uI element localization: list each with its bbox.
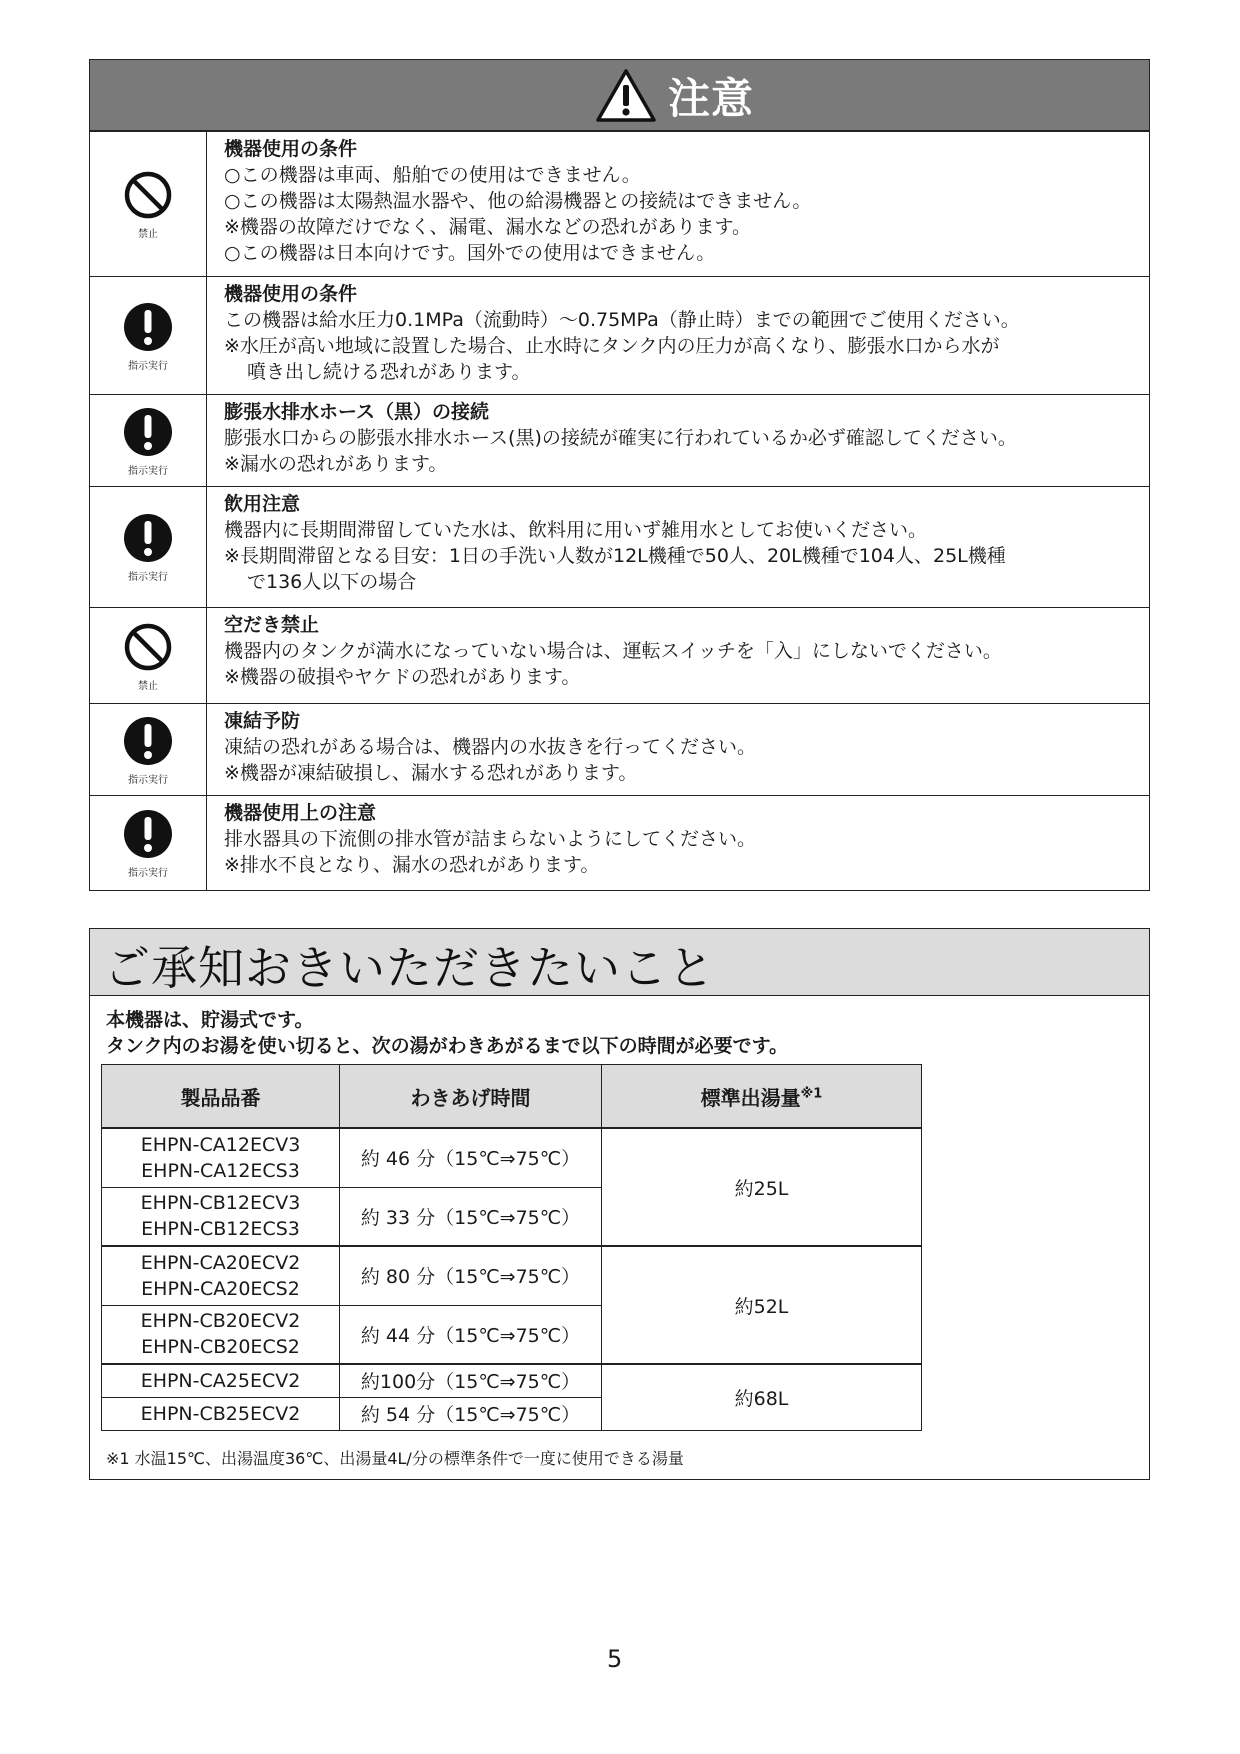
mandatory-action-icon bbox=[121, 300, 175, 354]
model-number: EHPN-CB20ECS2 bbox=[141, 1336, 300, 1359]
caution-title: 注意 bbox=[668, 74, 755, 123]
notice-header bbox=[90, 929, 1149, 996]
caution-header bbox=[90, 60, 1149, 131]
row-text bbox=[207, 487, 1018, 607]
model-cell bbox=[102, 1364, 340, 1397]
row-heading: 機器使用の条件 bbox=[224, 138, 358, 160]
row-line: 凍結の恐れがある場合は、機器内の水抜きを行ってください。 bbox=[224, 736, 757, 758]
row-line: ○この機器は車両、船舶での使用はできません。 bbox=[224, 164, 641, 186]
icon-caption: 指示実行 bbox=[128, 774, 168, 786]
row-line: 排水器具の下流側の排水管が詰まらないようにしてください。 bbox=[224, 828, 757, 850]
caution-row bbox=[90, 276, 1149, 394]
row-heading: 凍結予防 bbox=[224, 710, 301, 732]
prohibition-icon bbox=[121, 168, 175, 222]
row-heading: 機器使用上の注意 bbox=[224, 802, 377, 824]
row-line: 機器内に長期間滞留していた水は、飲料用に用いず雑用水としてお使いください。 bbox=[224, 519, 928, 541]
model-number: EHPN-CB25ECV2 bbox=[140, 1402, 301, 1425]
caution-row bbox=[90, 131, 1149, 276]
row-heading: 膨張水排水ホース（黒）の接続 bbox=[224, 401, 490, 423]
page-number: 5 bbox=[607, 1645, 623, 1673]
time-cell: 約 80 分（15℃⇒75℃） bbox=[340, 1246, 602, 1305]
icon-caption: 禁止 bbox=[138, 680, 158, 692]
row-line: ※漏水の恐れがあります。 bbox=[224, 453, 448, 475]
model-number: EHPN-CA25ECV2 bbox=[140, 1369, 301, 1392]
icon-caption: 指示実行 bbox=[128, 465, 168, 477]
model-cell bbox=[102, 1305, 340, 1364]
notice-title: ご承知おきいただきたいこと bbox=[104, 941, 715, 995]
row-line: で136人以下の場合 bbox=[247, 571, 417, 593]
model-number: EHPN-CB20ECV2 bbox=[140, 1310, 301, 1333]
time-cell: 約 33 分（15℃⇒75℃） bbox=[340, 1187, 602, 1246]
volume-cell: 約52L bbox=[602, 1246, 922, 1364]
row-line: 膨張水口からの膨張水排水ホース(黒)の接続が確実に行われているか必ず確認してください。 bbox=[224, 427, 1017, 449]
icon-cell bbox=[90, 608, 207, 703]
mandatory-action-icon bbox=[121, 405, 175, 459]
icon-cell bbox=[90, 796, 207, 890]
prohibition-icon bbox=[121, 620, 175, 674]
icon-caption: 指示実行 bbox=[128, 572, 168, 583]
row-text bbox=[207, 608, 1014, 703]
row-line: ※水圧が高い地域に設置した場合、止水時にタンク内の圧力が高くなり、膨張水口から水が bbox=[224, 335, 1000, 357]
time-cell: 約 54 分（15℃⇒75℃） bbox=[340, 1397, 602, 1430]
model-number: EHPN-CA20ECS2 bbox=[141, 1277, 300, 1300]
mandatory-action-icon bbox=[121, 511, 175, 565]
row-line: この機器は給水圧力0.1MPa（流動時）～0.75MPa（静止時）までの範囲でご使用ください。 bbox=[224, 309, 1020, 331]
icon-cell bbox=[90, 277, 207, 394]
intro-line: タンク内のお湯を使い切ると、次の湯がわきあがるまで以下の時間が必要です。 bbox=[106, 1035, 789, 1057]
row-text bbox=[207, 277, 1032, 394]
model-cell bbox=[102, 1246, 340, 1305]
model-number: EHPN-CB12ECV3 bbox=[140, 1192, 301, 1215]
model-number: EHPN-CA12ECV3 bbox=[140, 1133, 301, 1156]
row-line: 機器内のタンクが満水になっていない場合は、運転スイッチを「入」にしないでください。 bbox=[224, 640, 1002, 662]
row-heading: 機器使用の条件 bbox=[224, 283, 358, 305]
icon-caption: 指示実行 bbox=[128, 868, 168, 879]
row-text bbox=[207, 132, 823, 276]
caution-row bbox=[90, 795, 1149, 890]
model-cell bbox=[102, 1128, 340, 1187]
notice-box bbox=[89, 928, 1150, 1480]
table-row bbox=[102, 1128, 922, 1187]
volume-cell: 約25L bbox=[602, 1128, 922, 1246]
footnote: ※1 水温15℃、出湯温度36℃、出湯量4L/分の標準条件で一度に使用できる湯量 bbox=[106, 1449, 684, 1468]
icon-caption: 指示実行 bbox=[128, 360, 168, 372]
volume-cell: 約68L bbox=[602, 1364, 922, 1430]
table-row bbox=[102, 1364, 922, 1397]
mandatory-action-icon bbox=[121, 807, 175, 861]
row-text bbox=[207, 796, 768, 890]
model-cell bbox=[102, 1397, 340, 1430]
time-cell: 約 44 分（15℃⇒75℃） bbox=[340, 1305, 602, 1364]
icon-cell bbox=[90, 487, 207, 607]
model-number: EHPN-CA12ECS3 bbox=[141, 1159, 300, 1182]
heating-time-table bbox=[101, 1064, 922, 1431]
row-heading: 空だき禁止 bbox=[224, 614, 320, 636]
icon-caption: 禁止 bbox=[138, 229, 158, 240]
caution-row bbox=[90, 607, 1149, 703]
header-note: ※1 bbox=[800, 1085, 823, 1101]
icon-cell bbox=[90, 704, 207, 795]
header-volume-label: 標準出湯量 bbox=[700, 1085, 801, 1110]
header-time: わきあげ時間 bbox=[340, 1065, 602, 1129]
row-line: 噴き出し続ける恐れがあります。 bbox=[247, 361, 531, 383]
warning-triangle-icon bbox=[595, 68, 657, 123]
model-number: EHPN-CB12ECS3 bbox=[141, 1218, 300, 1241]
row-heading: 飲用注意 bbox=[224, 493, 301, 515]
notice-intro bbox=[106, 1007, 788, 1059]
time-cell: 約100分（15℃⇒75℃） bbox=[340, 1364, 602, 1397]
caution-row bbox=[90, 486, 1149, 607]
table-header-row bbox=[102, 1065, 922, 1129]
row-line: ※機器の破損やヤケドの恐れがあります。 bbox=[224, 666, 581, 688]
caution-row bbox=[90, 703, 1149, 795]
row-line: ○この機器は日本向けです。国外での使用はできません。 bbox=[224, 242, 716, 264]
intro-line: 本機器は、貯湯式です。 bbox=[106, 1009, 314, 1031]
table-row bbox=[102, 1246, 922, 1305]
icon-cell bbox=[90, 132, 207, 276]
row-line: ※長期間滞留となる目安：1日の手洗い人数が12L機種で50人、20L機種で104人、25L機種 bbox=[224, 545, 1006, 567]
mandatory-action-icon bbox=[121, 714, 175, 768]
header-model: 製品品番 bbox=[102, 1065, 340, 1129]
time-cell: 約 46 分（15℃⇒75℃） bbox=[340, 1128, 602, 1187]
model-cell bbox=[102, 1187, 340, 1246]
row-line: ○この機器は太陽熱温水器や、他の給湯機器との接続はできません。 bbox=[224, 190, 812, 212]
caution-row bbox=[90, 394, 1149, 486]
row-text bbox=[207, 395, 1029, 486]
caution-box bbox=[89, 59, 1150, 891]
model-number: EHPN-CA20ECV2 bbox=[140, 1251, 301, 1274]
row-line: ※排水不良となり、漏水の恐れがあります。 bbox=[224, 854, 600, 876]
header-volume bbox=[602, 1065, 922, 1129]
row-line: ※機器の故障だけでなく、漏電、漏水などの恐れがあります。 bbox=[224, 216, 752, 238]
icon-cell bbox=[90, 395, 207, 486]
row-text bbox=[207, 704, 768, 795]
row-line: ※機器が凍結破損し、漏水する恐れがあります。 bbox=[224, 762, 638, 784]
